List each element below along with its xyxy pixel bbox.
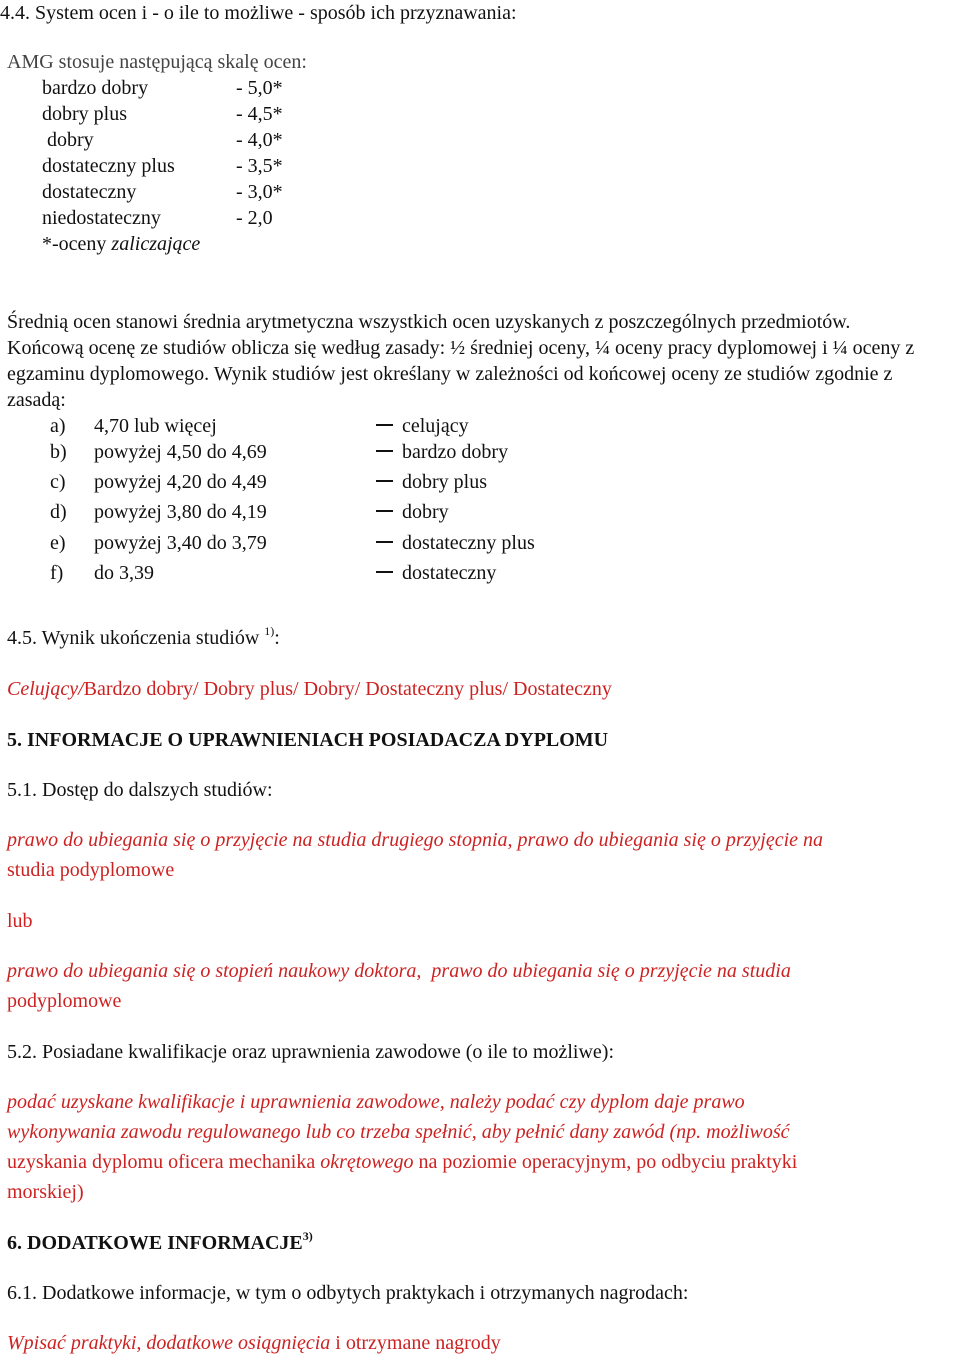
section-6-heading-text: 6. DODATKOWE INFORMACJE (7, 1232, 303, 1254)
final-grade-description: Końcową ocenę ze studiów oblicza się według zasady: ½ średniej oceny, ¼ oceny pracy dyplomowej i ¼ oceny z egzaminu dyplomowego. Wynik studiów jest określany w zależności od końcowej oceny ze studiów zgodnie z zasadą: (7, 337, 915, 411)
scale-name: dostateczny plus (42, 155, 175, 177)
further-studies-or: lub (7, 910, 33, 932)
qualifications-line3-b: okrętowego (320, 1151, 414, 1173)
section-5-2-heading: 5.2. Posiadane kwalifikacje oraz uprawnienia zawodowe (o ile to możliwe): (7, 1041, 615, 1063)
section-4-5-heading-text: 4.5. Wynik ukończenia studiów (7, 627, 260, 649)
rule-range: powyżej 4,50 do 4,69 (94, 441, 267, 463)
scale-name: dobry (42, 129, 94, 151)
rule-grade-text: dostateczny plus (402, 532, 535, 554)
footnote-ref: 3) (302, 1229, 313, 1243)
dash-icon (376, 541, 393, 543)
further-studies-line2: studia podyplomowe (7, 859, 175, 881)
scale-value: - 3,0* (236, 181, 283, 203)
scale-value: - 5,0* (236, 77, 283, 99)
rule-grade-text: bardzo dobry (402, 441, 509, 463)
section-5-heading: 5. INFORMACJE O UPRAWNIENIACH POSIADACZA DYPLOMU (7, 729, 609, 751)
footnote-ref: 1) (264, 624, 275, 638)
rule-grade (376, 499, 449, 525)
rule-grade (376, 413, 469, 439)
rule-range: powyżej 3,40 do 3,79 (94, 532, 267, 554)
study-result-italic: Celujący/ (7, 678, 84, 700)
rule-grade (376, 439, 508, 465)
rule-letter: a) (50, 415, 66, 437)
rule-letter: d) (50, 501, 67, 523)
rule-grade-text: dobry (402, 501, 449, 523)
dash-icon (376, 424, 393, 426)
passing-grades-footnote (42, 231, 200, 257)
rule-grade-text: dostateczny (402, 562, 497, 584)
rule-grade (376, 560, 496, 586)
rule-range: do 3,39 (94, 562, 154, 584)
section-4-4-heading: 4.4. System ocen i - o ile to możliwe - sposób ich przyznawania: (0, 2, 517, 24)
section-6-heading (7, 1230, 313, 1256)
average-description: Średnią ocen stanowi średnia arytmetyczna wszystkich ocen uzyskanych z poszczególnych przedmiotów. (7, 311, 851, 333)
footnote-prefix: *-oceny (42, 233, 112, 255)
qualifications-line1: podać uzyskane kwalifikacje i uprawnienia zawodowe, należy podać czy dyplom daje prawo (7, 1091, 745, 1113)
scale-name: dostateczny (42, 181, 137, 203)
study-result-value (7, 676, 612, 702)
scale-value: - 2,0 (236, 207, 273, 229)
qualifications-line4: morskiej) (7, 1181, 84, 1203)
additional-info-rest: i otrzymane nagrody (330, 1332, 501, 1354)
rule-letter: c) (50, 471, 66, 493)
study-result-rest: Bardzo dobry/ Dobry plus/ Dobry/ Dostateczny plus/ Dostateczny (83, 678, 612, 700)
further-studies-alt-line1: prawo do ubiegania się o stopień naukowy doktora, prawo do ubiegania się o przyjęcie na studia (7, 960, 791, 982)
rule-range: powyżej 4,20 do 4,49 (94, 471, 267, 493)
additional-info-italic: Wpisać praktyki, dodatkowe osiągnięcia (7, 1332, 331, 1354)
scale-name: bardzo dobry (42, 77, 149, 99)
qualifications-line3-c: na poziomie operacyjnym, po odbyciu praktyki (413, 1151, 798, 1173)
additional-info-value (7, 1330, 501, 1356)
dash-icon (376, 480, 393, 482)
rule-range: 4,70 lub więcej (94, 415, 217, 437)
scale-value: - 4,0* (236, 129, 283, 151)
dash-icon (376, 450, 393, 452)
rule-grade-text: celujący (402, 415, 469, 437)
footnote-italic: zaliczające (111, 233, 201, 255)
heading-colon: : (274, 627, 280, 649)
rule-letter: b) (50, 441, 67, 463)
section-6-1-heading: 6.1. Dodatkowe informacje, w tym o odbytych praktykach i otrzymanych nagrodach: (7, 1282, 689, 1304)
rule-letter: f) (50, 562, 64, 584)
further-studies-alt-line2: podyplomowe (7, 990, 122, 1012)
further-studies-line1: prawo do ubiegania się o przyjęcie na studia drugiego stopnia, prawo do ubiegania się o przyjęcie na (7, 829, 824, 851)
dash-icon (376, 510, 393, 512)
rule-letter: e) (50, 532, 66, 554)
qualifications-line3 (7, 1149, 797, 1175)
qualifications-line2: wykonywania zawodu regulowanego lub co trzeba spełnić, aby pełnić dany zawód (np. możliwość (7, 1121, 790, 1143)
qualifications-line3-a: uzyskania dyplomu oficera mechanika (7, 1151, 321, 1173)
scale-name: dobry plus (42, 103, 127, 125)
section-5-1-heading: 5.1. Dostęp do dalszych studiów: (7, 779, 273, 801)
rule-grade-text: dobry plus (402, 471, 487, 493)
rule-grade (376, 530, 535, 556)
scale-value: - 4,5* (236, 103, 283, 125)
rule-range: powyżej 3,80 do 4,19 (94, 501, 267, 523)
grading-scale-intro: AMG stosuje następującą skalę ocen: (7, 51, 307, 73)
section-4-5-heading (7, 625, 280, 651)
rule-grade (376, 469, 487, 495)
scale-value: - 3,5* (236, 155, 283, 177)
dash-icon (376, 571, 393, 573)
scale-name: niedostateczny (42, 207, 161, 229)
